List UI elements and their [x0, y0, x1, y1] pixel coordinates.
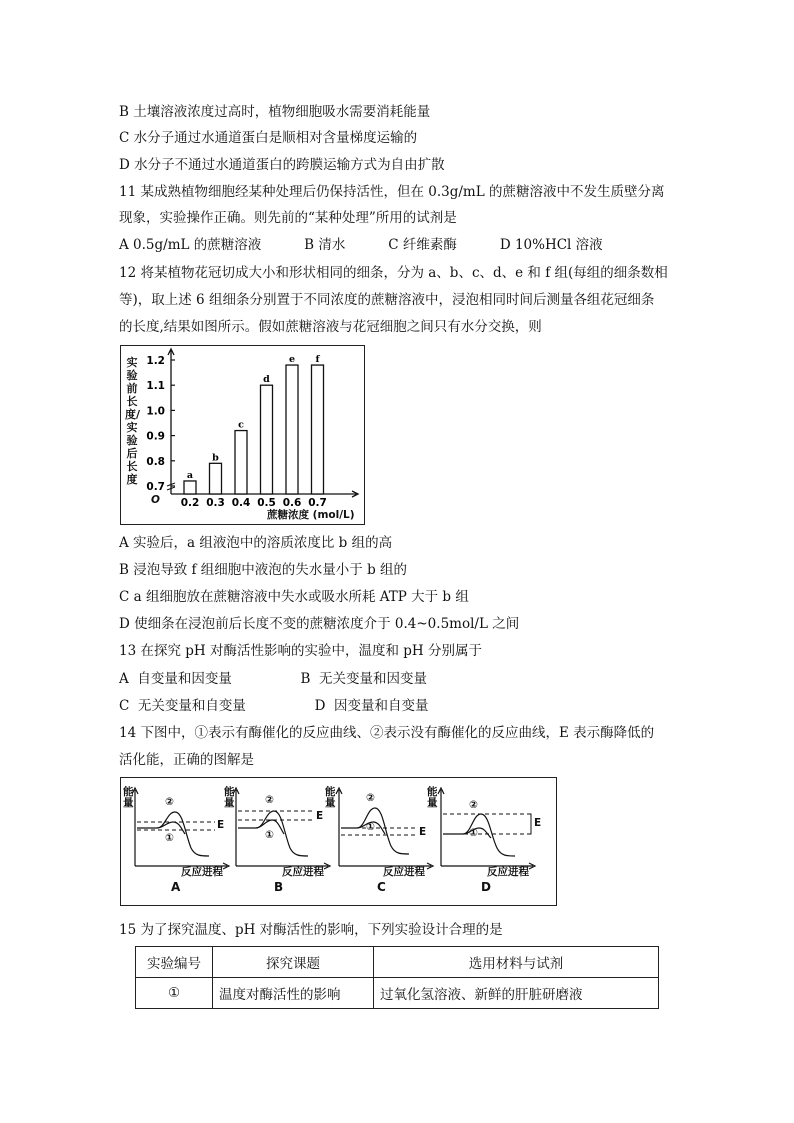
bar-chart — [120, 345, 365, 525]
panel-b-label: B — [274, 880, 284, 894]
option-b: B 土壤溶液浓度过高时，植物细胞吸水需要消耗能量 — [119, 104, 431, 120]
chart-origin: O — [151, 494, 160, 506]
chart-bar-label: c — [238, 419, 244, 431]
panel-d-xlabel: 反应进程 — [487, 866, 529, 878]
panel-d-graph — [438, 788, 535, 869]
panel-a-label: A — [171, 880, 181, 894]
experiment-table — [135, 946, 659, 1009]
q12-option-c: C a 组细胞放在蔗糖溶液中失水或吸水所耗 ATP 大于 b 组 — [119, 589, 469, 605]
chart-x-tick-label: 0.7 — [308, 497, 327, 509]
table-header: 探究课题 — [213, 947, 374, 978]
table-cell: 温度对酶活性的影响 — [213, 978, 374, 1009]
panel-a-curve2: ② — [165, 796, 174, 808]
q12-option-d: D 使细条在浸泡前后长度不变的蔗糖浓度介于 0.4~0.5mol/L 之间 — [119, 616, 520, 632]
chart-bar-label: a — [186, 469, 194, 481]
panel-b-ylabel: 能量 — [224, 786, 235, 809]
panel-a-ylabel: 能量 — [123, 786, 134, 809]
q12-option-a: A 实验后，a 组液泡中的溶质浓度比 b 组的高 — [119, 535, 393, 551]
panel-c-e: E — [419, 826, 427, 838]
q15-stem: 15 为了探究温度、pH 对酶活性的影响，下列实验设计合理的是 — [119, 922, 503, 938]
chart-xlabel: 蔗糖浓度 (mol/L) — [267, 509, 355, 521]
chart-y-tick-label: 0.7 — [146, 481, 165, 493]
panel-d-ylabel: 能量 — [427, 786, 438, 809]
table-header-row — [136, 947, 659, 978]
chart-bar-label: b — [212, 452, 219, 464]
q13-stem: 13 在探究 pH 对酶活性影响的实验中，温度和 pH 分别属于 — [119, 643, 482, 659]
q11-options: A 0.5g/mL 的蔗糖溶液 B 清水 C 纤维素酶 D 10%HCl 溶液 — [119, 237, 603, 253]
chart-x-tick-label: 0.5 — [257, 497, 276, 509]
panel-b-xlabel: 反应进程 — [282, 866, 324, 878]
q12-stem-cont: 等)，取上述 6 组细条分别置于不同浓度的蔗糖溶液中，浸泡相同时间后测量各组花冠细条 — [119, 292, 655, 308]
q13-options-cd: C 无关变量和自变量 D 因变量和自变量 — [119, 698, 429, 714]
panel-d-curve2: ② — [469, 799, 478, 811]
panel-d-e: E — [534, 817, 542, 829]
table-row — [136, 978, 659, 1009]
q14-stem-cont: 活化能，正确的图解是 — [119, 752, 254, 768]
panel-c-curve1: ① — [366, 821, 375, 833]
panel-c-curve2: ② — [366, 792, 375, 804]
panel-b-e: E — [316, 810, 324, 822]
panel-a-xlabel: 反应进程 — [181, 866, 223, 878]
table-header: 实验编号 — [136, 947, 213, 978]
q12-stem: 12 将某植物花冠切成大小和形状相同的细条，分为 a、b、c、d、e 和 f 组(每组的细条数相 — [119, 265, 668, 281]
chart-bar-a — [184, 481, 196, 494]
chart-x-tick-label: 0.4 — [231, 497, 251, 509]
panel-d-curve1: ① — [469, 827, 478, 839]
panel-a-curve1: ① — [165, 832, 174, 844]
panel-c-xlabel: 反应进程 — [383, 866, 425, 878]
panel-b-graph — [233, 788, 330, 869]
q11-stem: 11 某成熟植物细胞经某种处理后仍保持活性，但在 0.3g/mL 的蔗糖溶液中不发生质壁分离 — [119, 184, 665, 200]
chart-x-tick-label: 0.6 — [282, 497, 302, 509]
panel-b-curve2: ② — [265, 794, 274, 806]
table-cell: 过氧化氢溶液、新鲜的肝脏研磨液 — [374, 978, 659, 1009]
chart-y-tick-label: 1.1 — [146, 380, 165, 393]
chart-x-tick-label: 0.3 — [206, 497, 225, 509]
chart-bar-e — [286, 365, 298, 494]
chart-bar-d — [261, 385, 273, 494]
chart-bar-c — [235, 431, 247, 494]
panel-c-ylabel: 能量 — [325, 786, 336, 809]
chart-y-tick-label: 0.9 — [146, 430, 165, 443]
q12-option-b: B 浸泡导致 f 组细胞中液泡的失水量小于 b 组的 — [119, 562, 408, 578]
q11-stem-cont: 现象，实验操作正确。则先前的“某种处理”所用的试剂是 — [119, 210, 457, 226]
panel-b-curve1: ① — [265, 829, 274, 841]
q13-options-ab: A 自变量和因变量 B 无关变量和因变量 — [119, 671, 427, 687]
chart-bar-f — [312, 365, 324, 494]
table-header: 选用材料与试剂 — [374, 947, 659, 978]
energy-diagrams — [120, 777, 557, 906]
chart-x-tick-label: 0.2 — [180, 497, 200, 509]
q12-stem-cont2: 的长度,结果如图所示。假如蔗糖溶液与花冠细胞之间只有水分交换，则 — [119, 319, 542, 335]
panel-c-label: C — [377, 880, 386, 894]
chart-bar-b — [210, 463, 222, 494]
chart-bar-label: d — [263, 374, 270, 386]
chart-bar-label: e — [288, 354, 296, 366]
chart-y-tick-label: 1.0 — [146, 405, 165, 418]
chart-ylabel: 实验前长度/实验后长度 — [125, 356, 141, 486]
option-c: C 水分子通过水通道蛋白是顺相对含量梯度运输的 — [119, 130, 418, 146]
chart-bar-label: f — [315, 354, 320, 366]
table-cell: ① — [136, 978, 213, 1009]
chart-y-tick-label: 0.8 — [146, 455, 165, 468]
option-d: D 水分子不通过水通道蛋白的跨膜运输方式为自由扩散 — [119, 157, 445, 173]
panel-a-e: E — [217, 819, 225, 831]
q14-stem: 14 下图中，①表示有酶催化的反应曲线、②表示没有酶催化的反应曲线，E 表示酶降低的 — [119, 725, 655, 741]
panel-d-label: D — [481, 880, 491, 894]
chart-y-tick-label: 1.2 — [146, 355, 165, 367]
panel-a-graph — [132, 788, 229, 869]
